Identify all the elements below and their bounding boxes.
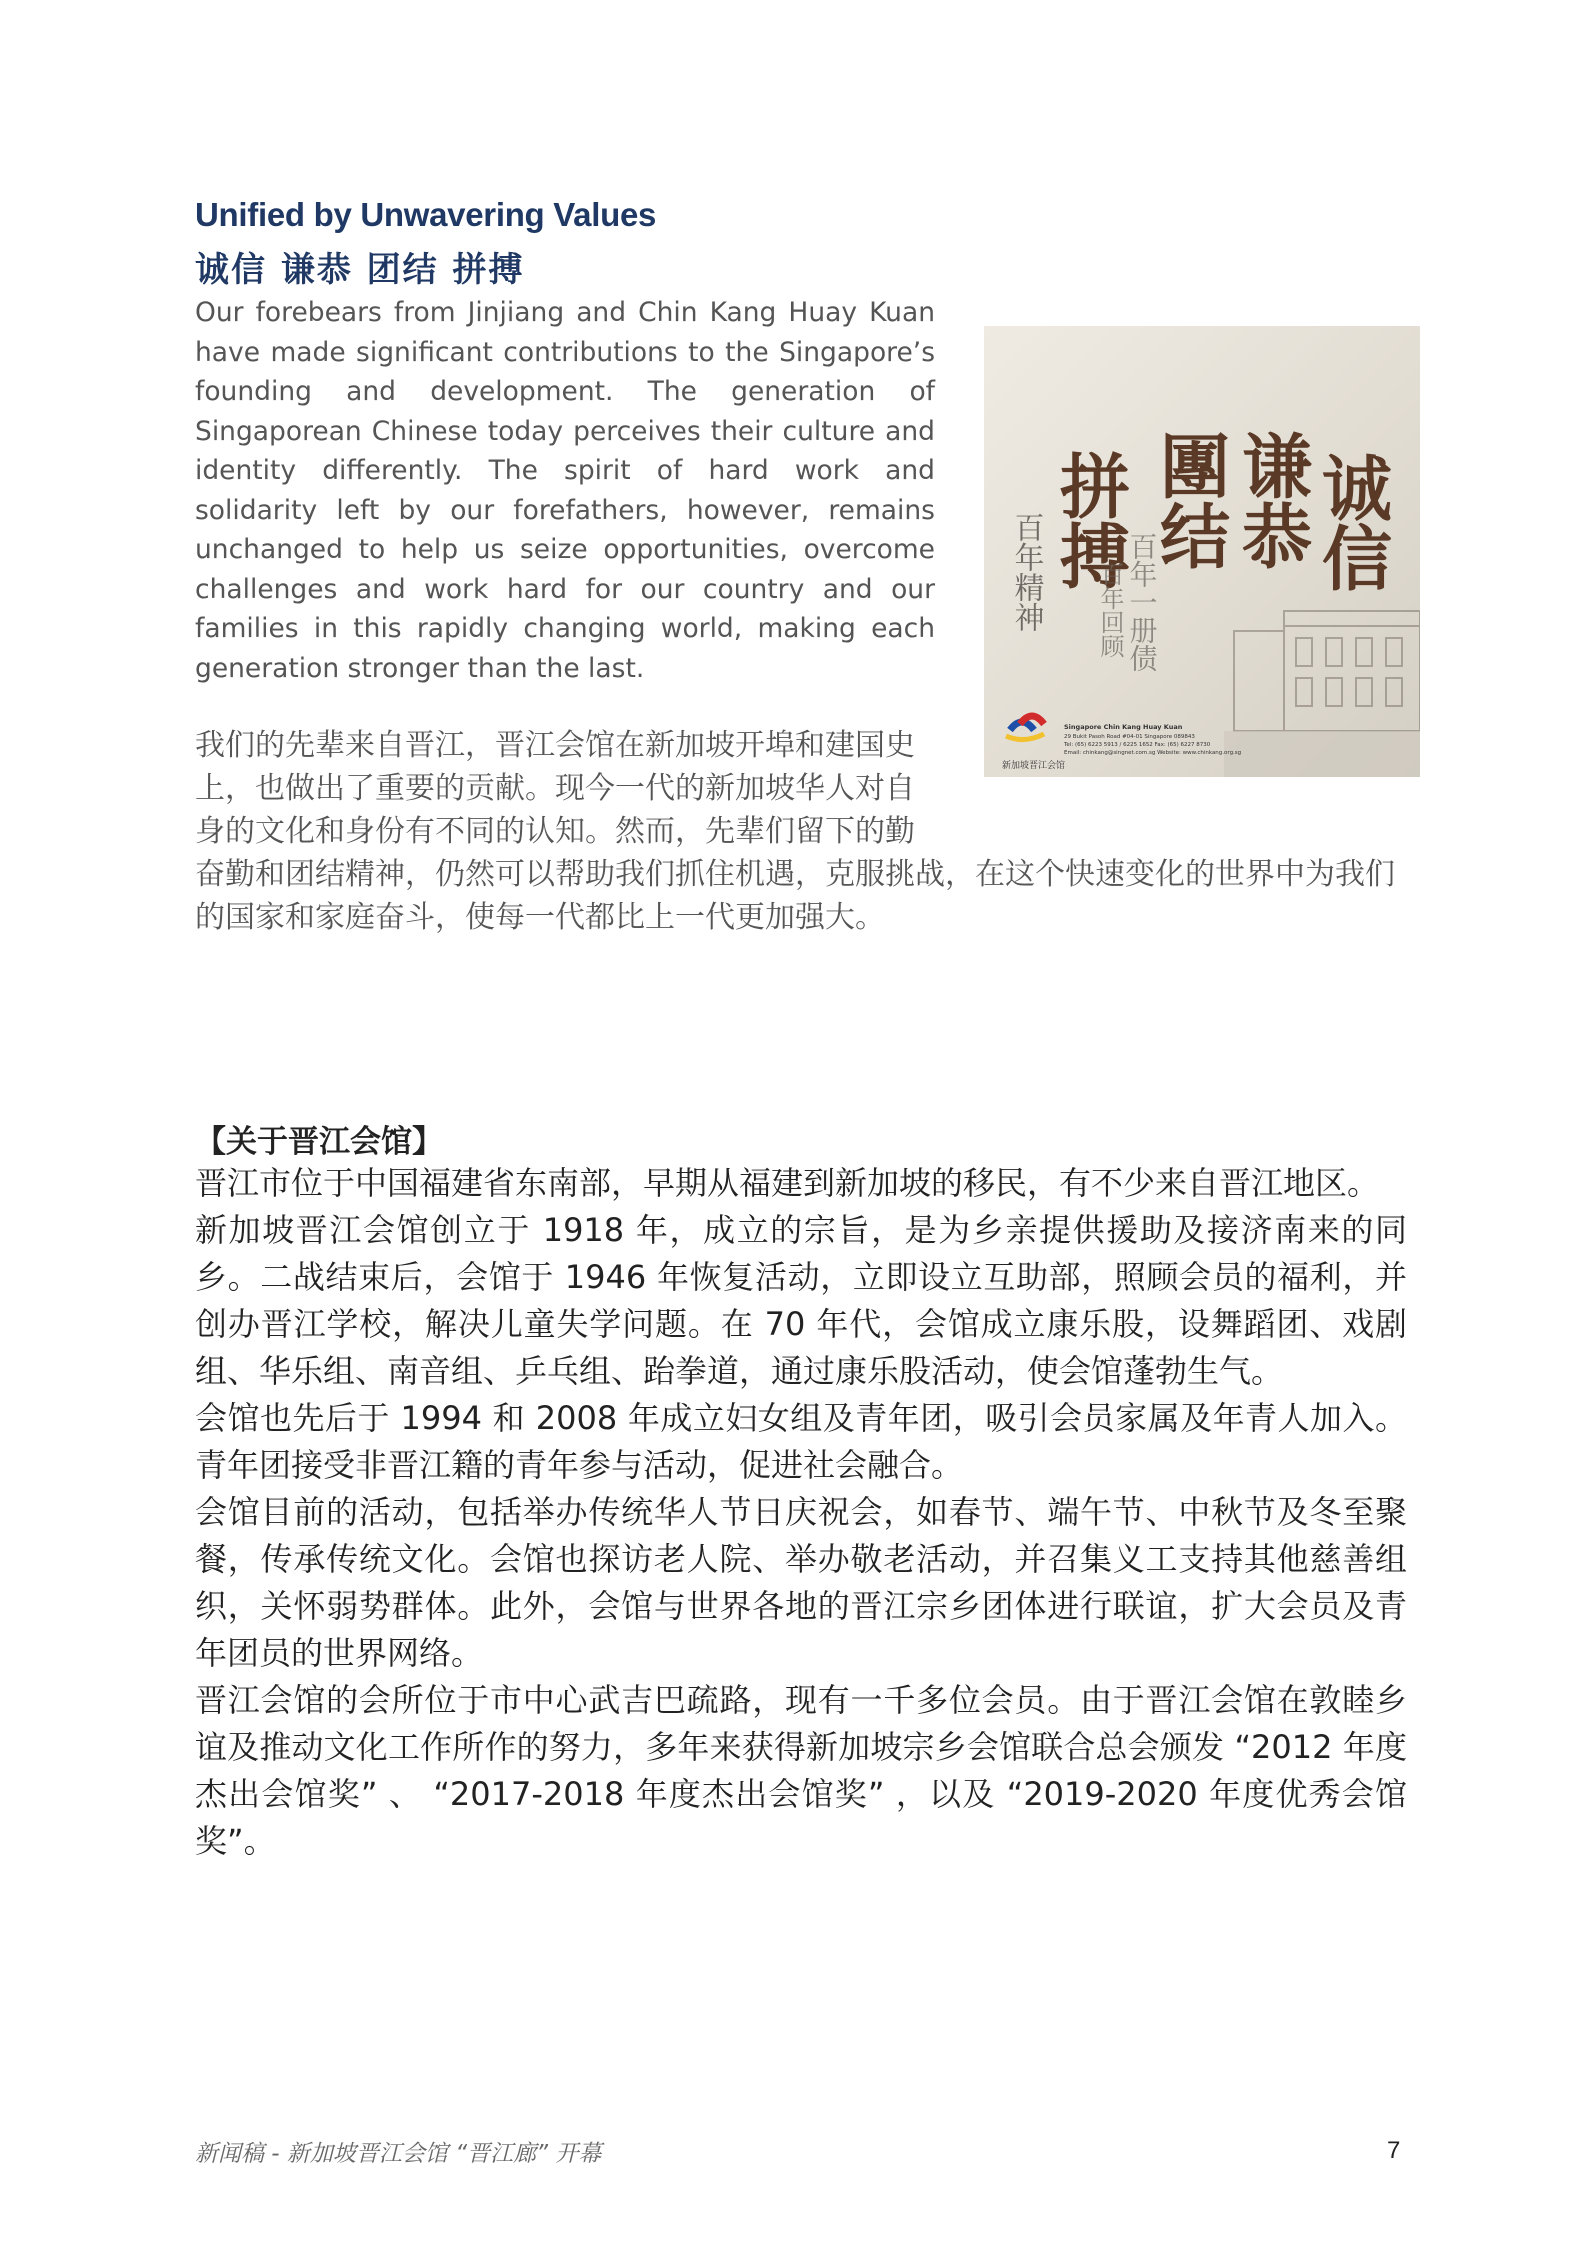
page-number: 7 <box>1387 2137 1401 2164</box>
calligraphy-column-1: 诚信 <box>1310 452 1394 592</box>
side-inscription-c: 百年回顾 <box>1096 562 1124 658</box>
card-email: Email: chinkang@singnet.com.sg Website: www.chinkang.org.sg <box>1064 750 1242 756</box>
calligraphy-photo <box>984 326 1420 777</box>
card-org-name: Singapore Chin Kang Huay Kuan <box>1064 723 1183 731</box>
about-paragraph-2: 新加坡晋江会馆创立于 1918 年，成立的宗旨，是为乡亲提供援助及接济南来的同乡。二战结束后，会馆于 1946 年恢复活动，立即设立互助部，照顾会员的福利，并创办晋江学校，解决儿童失学问题。在 70 年代，会馆成立康乐股，设舞蹈团、戏剧组、华乐组、南音组、乒乓组、跆拳道，通过康乐股活动，使会馆蓬勃生气。 <box>195 1211 1407 1390</box>
about-paragraph-3: 会馆也先后于 1994 和 2008 年成立妇女组及青年团，吸引会员家属及年青人加入。青年团接受非晋江籍的青年参与活动，促进社会融合。 <box>195 1399 1407 1484</box>
card-phone: Tel: (65) 6223 5913 / 6225 1652 Fax: (65) 6227 8730 <box>1064 742 1211 748</box>
about-paragraph-4: 会馆目前的活动，包括举办传统华人节日庆祝会，如春节、端午节、中秋节及冬至聚餐，传承传统文化。会馆也探访老人院、举办敬老活动，并召集义工支持其他慈善组织，关怀弱势群体。此外，会馆与世界各地的晋江宗乡团体进行联谊，扩大会员及青年团员的世界网络。 <box>195 1493 1407 1672</box>
paragraph-chinese: 我们的先辈来自晋江，晋江会馆在新加坡开埠和建国史上，也做出了重要的贡献。现今一代的新加坡华人对自身的文化和身份有不同的认知。然而，先辈们留下的勤奋勤和团结精神，仍然可以帮助我们抓住机遇，克服挑战，在这个快速变化的世界中为我们的国家和家庭奋斗，使每一代都比上一代更加强大。 <box>195 728 1395 935</box>
about-paragraph-5: 晋江会馆的会所位于市中心武吉巴疏路，现有一千多位会员。由于晋江会馆在敦睦乡谊及推动文化工作所作的努力，多年来获得新加坡宗乡会馆联合总会颁发 “2012 年度杰出会馆奖” 、 “2017-2018 年度杰出会馆奖” ，以及 “2019-2020 年度优秀会馆奖”。 <box>195 1681 1407 1860</box>
card-address: 29 Bukit Pasoh Road #04-01 Singapore 089843 <box>1064 734 1195 740</box>
footer-document-title: 新闻稿 - 新加坡晋江会馆 “晋江廊” 开幕 <box>195 2141 602 2167</box>
calligraphy-column-4: 拼搏 <box>1048 450 1132 590</box>
about-paragraph-1: 晋江市位于中国福建省东南部，早期从福建到新加坡的移民，有不少来自晋江地区。 <box>195 1164 1380 1202</box>
paragraph-chinese-container <box>195 724 1395 939</box>
paragraph-english: Our forebears from Jinjiang and Chin Kang Huay Kuan have made significant contributions to the Singapore’s founding and development. The generation of Singaporean Chinese today perceives their culture and identity differently. The spirit of hard work and solidarity left by our forefathers, however, remains unchanged to help us seize opportunities, overcome challenges and work hard for our country and our families in this rapidly changing world, making each generation stronger than the last. <box>195 297 935 684</box>
section-heading-zh: 诚信 谦恭 团结 拼搏 <box>195 250 525 290</box>
calligraphy-column-2: 谦恭 <box>1230 430 1314 570</box>
building-sketch <box>1234 611 1420 731</box>
side-inscription-a: 百年精神 <box>1008 512 1044 632</box>
about-section-body <box>195 1160 1407 1865</box>
logo-script-text: 新加坡晋江会馆 <box>1002 761 1066 771</box>
side-inscription-b: 百年一册债 <box>1125 532 1159 672</box>
about-section-title: 【关于晋江会馆】 <box>195 1124 443 1160</box>
section-heading-en: Unified by Unwavering Values <box>195 196 657 233</box>
calligraphy-column-3: 團结 <box>1148 430 1232 570</box>
